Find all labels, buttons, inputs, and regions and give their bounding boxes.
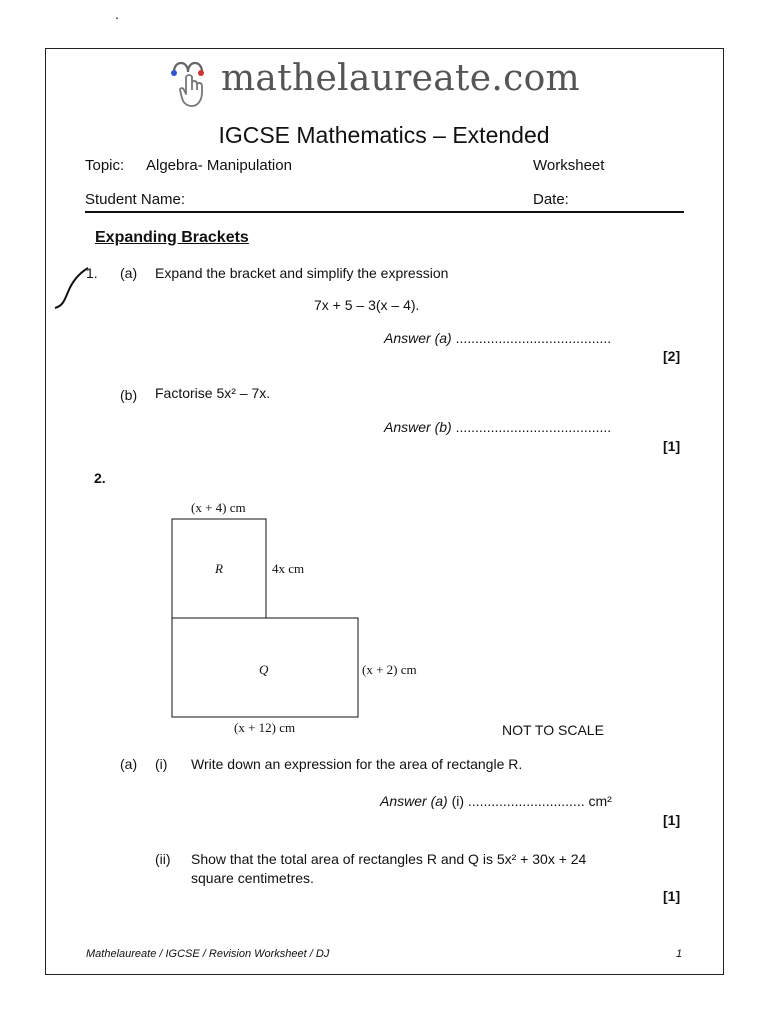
q-bottom-dimension: (x + 12) cm (234, 720, 296, 735)
q2ai-answer-line[interactable]: .............................. (467, 793, 585, 809)
q1a-marks: [2] (663, 348, 681, 364)
student-name-label: Student Name: (85, 191, 186, 208)
topic-label: Topic: (85, 157, 125, 174)
brand-logo-text: mathelaureate.com (221, 58, 580, 99)
stray-dot: . (115, 6, 119, 22)
q1b-marks: [1] (663, 438, 681, 454)
q2ai-marks: [1] (663, 812, 681, 828)
q1a-text: Expand the bracket and simplify the expression (155, 265, 449, 281)
q2aii-text-line1: Show that the total area of rectangles R and Q is 5x² + 30x + 24 (191, 851, 587, 867)
q-label: Q (259, 662, 269, 677)
q2a-label: (a) (120, 756, 138, 772)
not-to-scale-note: NOT TO SCALE (502, 722, 604, 738)
q2ai-label: (i) (155, 756, 168, 772)
q1a-label: (a) (120, 265, 138, 281)
q2-number: 2. (94, 470, 106, 486)
q1a-expression: 7x + 5 – 3(x – 4). (314, 297, 420, 313)
page-title: IGCSE Mathematics – Extended (218, 122, 550, 148)
q1b-label: (b) (120, 387, 138, 403)
section-heading: Expanding Brackets (95, 229, 249, 246)
footer-page-number: 1 (676, 948, 683, 960)
r-label: R (215, 561, 223, 576)
q2aii-text-line2: square centimetres. (191, 870, 314, 886)
date-label: Date: (533, 191, 569, 208)
q1b-answer-line[interactable]: ........................................ (455, 419, 612, 435)
q2ai-answer-unit: cm² (588, 793, 612, 809)
footer-text: Mathelaureate / IGCSE / Revision Worksheet / DJ (86, 948, 330, 960)
q1-number: 1. (86, 265, 98, 281)
q1a-answer-line[interactable]: ........................................ (455, 330, 612, 346)
q2aii-marks: [1] (663, 888, 681, 904)
q1b-text: Factorise 5x² – 7x. (155, 385, 271, 401)
q1a-answer-label: Answer (a) (384, 330, 452, 346)
r-side-dimension: 4x cm (272, 561, 305, 576)
q2aii-label: (ii) (155, 851, 171, 867)
q1b-answer-label: Answer (b) (384, 419, 452, 435)
topic-value: Algebra- Manipulation (146, 157, 292, 174)
q-side-dimension: (x + 2) cm (362, 662, 417, 677)
worksheet-label: Worksheet (533, 157, 605, 174)
r-top-dimension: (x + 4) cm (191, 500, 246, 515)
q2ai-answer-label: Answer (a) (380, 793, 448, 809)
q2ai-answer-part: (i) (451, 793, 465, 809)
q2ai-text: Write down an expression for the area of rectangle R. (191, 756, 523, 772)
